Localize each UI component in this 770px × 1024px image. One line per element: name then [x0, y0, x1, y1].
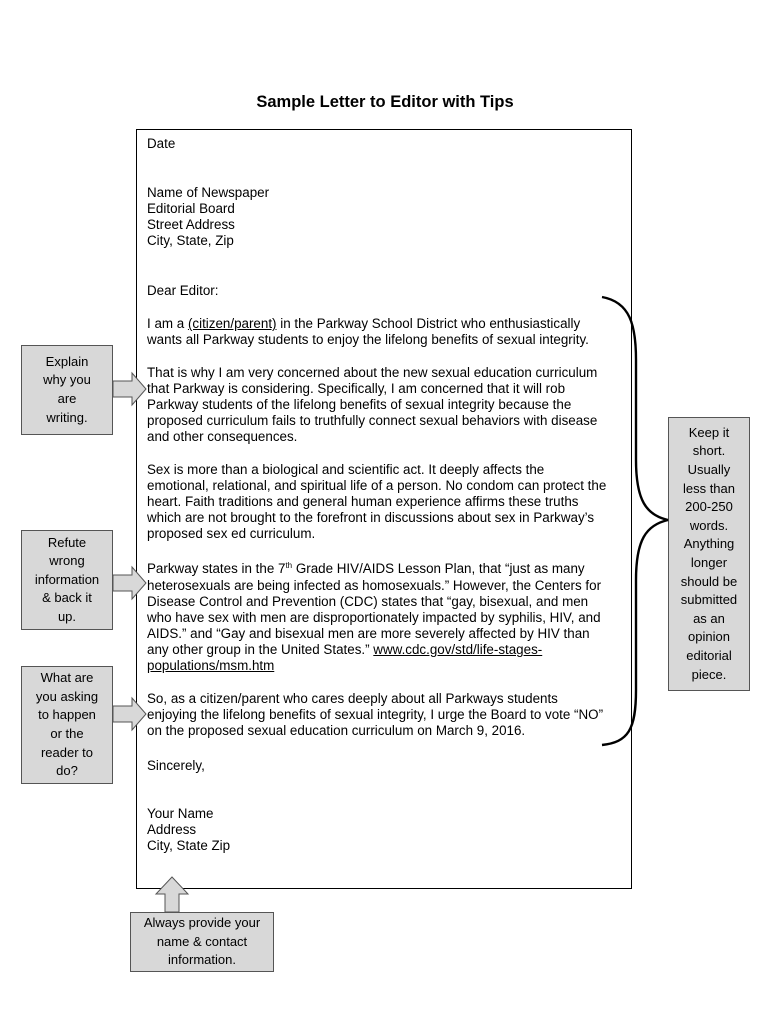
paragraph-2-line: Parkway students of the lifelong benefits of sexual integrity because the: [147, 397, 572, 412]
signature-line: City, State Zip: [147, 838, 231, 853]
tip-refute-box: Refute wrong information & back it up.: [21, 530, 113, 630]
paragraph-3-line: Sex is more than a biological and scientific act. It deeply affects the: [147, 462, 545, 477]
cdc-link[interactable]: www.cdc.gov/std/life-stages-: [373, 642, 543, 657]
paragraph-4-line: heterosexuals are being infected as homosexuals.” However, the Centers for: [147, 578, 602, 593]
curly-brace-icon: [602, 297, 668, 745]
paragraph-1-line: I am a (citizen/parent) in the Parkway School District who enthusiastically: [147, 316, 581, 331]
paragraph-5-line: So, as a citizen/parent who cares deeply about all Parkways students: [147, 691, 558, 706]
recipient-line: Street Address: [147, 217, 235, 232]
letter-date: Date: [147, 136, 176, 151]
paragraph-3-line: heart. Faith traditions and general human experience affirms these truths: [147, 494, 579, 509]
recipient-line: City, State, Zip: [147, 233, 234, 248]
right-arrow-icon: [113, 373, 146, 405]
signature-line: Address: [147, 822, 197, 837]
paragraph-3-line: emotional, relational, and spiritual life of a person. No condom can protect the: [147, 478, 607, 493]
up-arrow-icon: [156, 877, 188, 912]
tip-contact-box: Always provide your name & contact information.: [130, 912, 274, 972]
paragraph-5-line: enjoying the lifelong benefits of sexual integrity, I urge the Board to vote “NO”: [147, 707, 604, 722]
right-arrow-icon: [113, 698, 146, 730]
paragraph-4-line: who have sex with men are disproportionately impacted by syphilis, HIV, and: [147, 610, 601, 625]
paragraph-4-line: Disease Control and Prevention (CDC) states that “gay, bisexual, and men: [147, 594, 589, 609]
paragraph-3-line: which are not brought to the forefront in discussions about sex in Parkway’s: [147, 510, 595, 525]
paragraph-2-line: and other consequences.: [147, 429, 298, 444]
closing: Sincerely,: [147, 758, 205, 773]
right-arrow-icon: [113, 567, 146, 599]
tip-asking-box: What are you asking to happen or the reader to do?: [21, 666, 113, 784]
paragraph-4-line: AIDS.” and “Gay and bisexual men are more severely affected by HIV than: [147, 626, 590, 641]
paragraph-3-line: proposed sex ed curriculum.: [147, 526, 316, 541]
paragraph-2-line: that Parkway is considering. Specifically, I am concerned that it will rob: [147, 381, 566, 396]
recipient-line: Editorial Board: [147, 201, 235, 216]
paragraph-4-line: any other group in the United States.” www.cdc.gov/std/life-stages-: [147, 642, 543, 657]
paragraph-1-line: wants all Parkway students to enjoy the lifelong benefits of sexual integrity.: [147, 332, 589, 347]
tip-explain-box: Explain why you are writing.: [21, 345, 113, 435]
paragraph-2-line: That is why I am very concerned about the new sexual education curriculum: [147, 365, 598, 380]
page-title: Sample Letter to Editor with Tips: [256, 93, 514, 111]
tip-keep-short-box: Keep it short. Usually less than 200-250 words. Anything longer should be submitted as an opinion editorial piece.: [668, 417, 750, 691]
cdc-link[interactable]: populations/msm.htm: [147, 658, 275, 673]
signature-line: Your Name: [147, 806, 214, 821]
recipient-line: Name of Newspaper: [147, 185, 270, 200]
paragraph-5-line: on the proposed sexual education curriculum on March 9, 2016.: [147, 723, 526, 738]
paragraph-4-line: Parkway states in the 7th Grade HIV/AIDS Lesson Plan, that “just as many: [147, 561, 585, 576]
salutation: Dear Editor:: [147, 283, 219, 298]
citizen-parent-text: (citizen/parent): [187, 316, 277, 331]
paragraph-2-line: proposed curriculum fails to truthfully connect sexual behaviors with disease: [147, 413, 598, 428]
